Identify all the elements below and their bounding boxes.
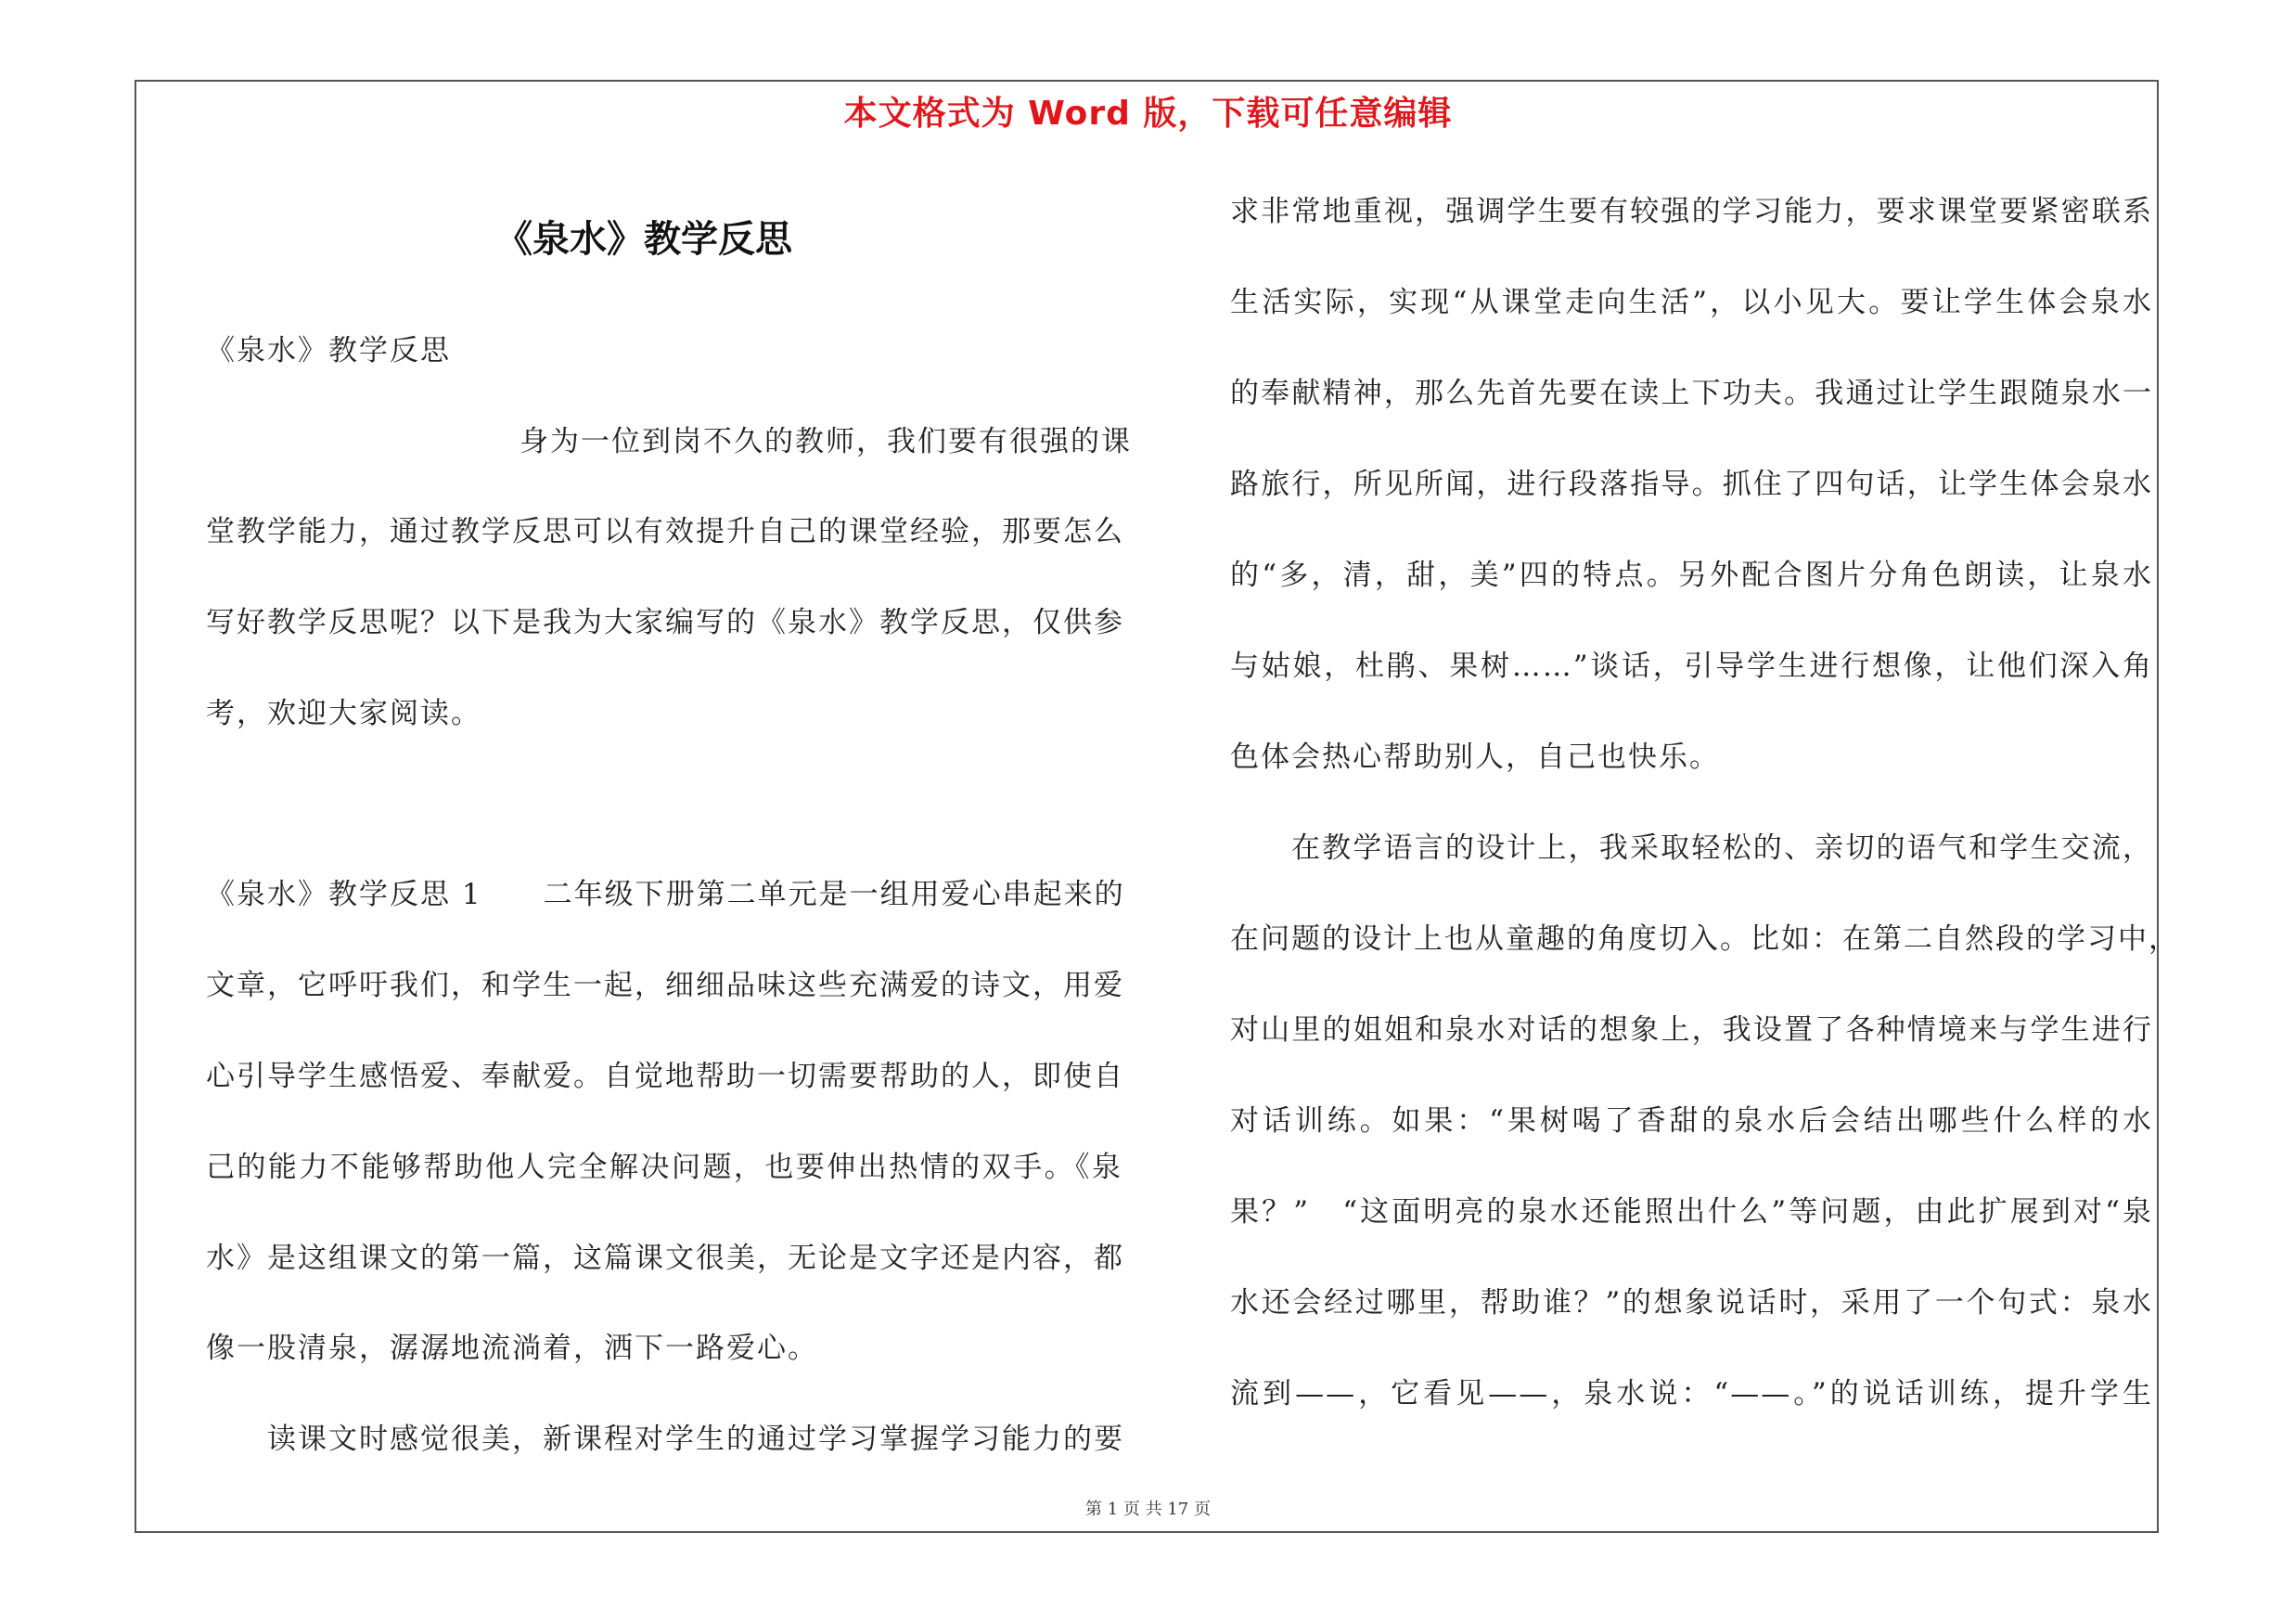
left-line: 水》是这组课文的第一篇，这篇课文很美，无论是文字还是内容，都 xyxy=(206,1242,1124,1275)
right-line: 对话训练。如果：“果树喝了香甜的泉水后会结出哪些什么样的水 xyxy=(1230,1104,2153,1138)
right-line: 在教学语言的设计上，我采取轻松的、亲切的语气和学生交流， xyxy=(1291,831,2153,865)
right-line: 水还会经过哪里，帮助谁？”的想象说话时，采用了一个句式：泉水 xyxy=(1230,1286,2153,1320)
right-line: 色体会热心帮助别人，自己也快乐。 xyxy=(1230,741,1720,774)
right-line: 的“多，清，甜，美”四的特点。另外配合图片分角色朗读，让泉水 xyxy=(1230,559,2153,592)
left-line: 写好教学反思呢？以下是我为大家编写的《泉水》教学反思，仅供参 xyxy=(206,606,1124,639)
right-line: 果？” “这面明亮的泉水还能照出什么”等问题，由此扩展到对“泉 xyxy=(1230,1195,2153,1229)
right-line: 的奉献精神，那么先首先要在读上下功夫。我通过让学生跟随泉水一 xyxy=(1230,377,2153,410)
right-line: 在问题的设计上也从童趣的角度切入。比如：在第二自然段的学习中， xyxy=(1230,922,2179,956)
format-banner: 本文格式为 Word 版，下载可任意编辑 xyxy=(843,95,1453,133)
left-line: 像一股清泉，潺潺地流淌着，洒下一路爱心。 xyxy=(206,1332,818,1365)
left-line: 堂教学能力，通过教学反思可以有效提升自己的课堂经验，那要怎么 xyxy=(206,515,1124,548)
left-line: 《泉水》教学反思 1 二年级下册第二单元是一组用爱心串起来的 xyxy=(206,878,1125,911)
right-line: 与姑娘，杜鹃、果树……”谈话，引导学生进行想像，让他们深入角 xyxy=(1230,650,2153,683)
right-line: 路旅行，所见所闻，进行段落指导。抓住了四句话，让学生体会泉水 xyxy=(1230,468,2153,501)
page-number: 第 1 页 共 17 页 xyxy=(1085,1500,1211,1519)
left-line: 文章，它呼吁我们，和学生一起，细细品味这些充满爱的诗文，用爱 xyxy=(206,969,1124,1002)
left-line: 己的能力不能够帮助他人完全解决问题，也要伸出热情的双手。《泉 xyxy=(206,1151,1122,1184)
right-line: 求非常地重视，强调学生要有较强的学习能力，要求课堂要紧密联系 xyxy=(1230,195,2153,228)
document-title: 《泉水》教学反思 xyxy=(495,217,792,261)
left-line: 考，欢迎大家阅读。 xyxy=(206,697,481,730)
right-line: 生活实际，实现“从课堂走向生活”，以小见大。要让学生体会泉水 xyxy=(1230,286,2153,319)
left-line: 心引导学生感悟爱、奉献爱。自觉地帮助一切需要帮助的人，即使自 xyxy=(206,1060,1124,1093)
left-line: 读课文时感觉很美，新课程对学生的通过学习掌握学习能力的要 xyxy=(267,1423,1124,1456)
left-line: 《泉水》教学反思 xyxy=(206,334,451,367)
right-line: 流到——，它看见——，泉水说：“——。”的说话训练，提升学生 xyxy=(1230,1377,2153,1410)
left-line: 身为一位到岗不久的教师，我们要有很强的课 xyxy=(519,425,1132,458)
right-line: 对山里的姐姐和泉水对话的想象上，我设置了各种情境来与学生进行 xyxy=(1230,1013,2153,1047)
